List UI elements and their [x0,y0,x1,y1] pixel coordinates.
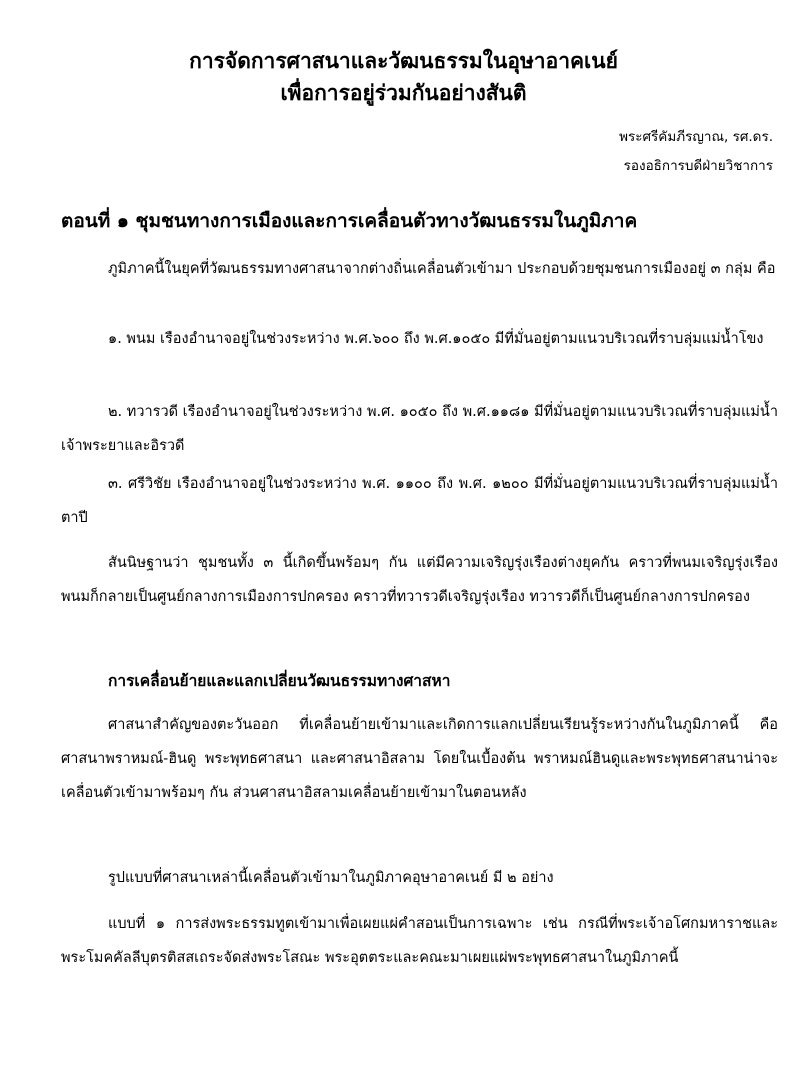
subheading: การเคลื่อนย้ายและแลกเปลี่ยนวัฒนธรรมทางศาสหา [108,672,451,690]
paragraph-item-2: ๒. ทวารวดี เรืองอำนาจอยู่ในช่วงระหว่าง พ.ศ. ๑๐๕๐ ถึง พ.ศ.๑๑๘๑ มีที่มั่นอยู่ตามแนวบริเวณที่ราบลุ่มแม่น้ำเจ้าพระยาและอิรวดี [61,404,778,454]
paragraph-item-1: ๑. พนม เรืองอำนาจอยู่ในช่วงระหว่าง พ.ศ.๖๐๐ ถึง พ.ศ.๑๐๕๐ มีที่มั่นอยู่ตามแนวบริเวณที่ราบลุ่มแม่น้ำโขง [108,331,764,347]
paragraph-item-3: ๓. ศรีวิชัย เรืองอำนาจอยู่ในช่วงระหว่าง พ.ศ. ๑๑๐๐ ถึง พ.ศ. ๑๒๐๐ มีที่มั่นอยู่ตามแนวบริเวณที่ราบลุ่มแม่น้ำตาปี [61,476,778,526]
paragraph-forms: รูปแบบที่ศาสนาเหล่านี้เคลื่อนตัวเข้ามาในภูมิภาคอุษาอาคเนย์ มี ๒ อย่าง [108,870,554,886]
section-heading: ตอนที่ ๑ ชุมชนทางการเมืองและการเคลื่อนตัวทางวัฒนธรรมในภูมิภาค [61,210,638,232]
paragraph-religions: ศาสนาสำคัญของตะวันออก ที่เคลื่อนย้ายเข้ามาและเกิดการแลกเปลี่ยนเรียนรู้ระหว่างกันในภูมิภาคนี้ คือ ศาสนาพราหมณ์-ฮินดู พระพุทธศาสนา และศาสนาอิสลาม โดยในเบื้องต้น พราหมณ์ฮินดูและพระพุทธศาสนาน่าจะเคลื่อนตัวเข้ามาพร้อมๆ กัน ส่วนศาสนาอิสลามเคลื่อนย้ายเข้ามาในตอนหลัง [61,717,778,801]
paragraph-intro: ภูมิภาคนี้ในยุคที่วัฒนธรรมทางศาสนาจากต่างถิ่นเคลื่อนตัวเข้ามา ประกอบด้วยชุมชนการเมืองอยู่ ๓ กลุ่ม คือ [108,261,776,277]
author-position: รองอธิการบดีฝ่ายวิชาการ [623,158,773,174]
document-title-line-2: เพื่อการอยู่ร่วมกันอย่างสันติ [280,81,527,105]
paragraph-form-1: แบบที่ ๑ การส่งพระธรรมทูตเข้ามาเพื่อเผยแผ่คำสอนเป็นการเฉพาะ เช่น กรณีที่พระเจ้าอโศกมหาราชและพระโมคคัลลีบุตรติสสเถระจัดส่งพระโสณะ พระอุตตระและคณะมาเผยแผ่พระพุทธศาสนาในภูมิภาคนี้ [61,916,778,966]
document-title-line-1: การจัดการศาสนาและวัฒนธรรมในอุษาอาคเนย์ [189,49,618,73]
paragraph-assumption: สันนิษฐานว่า ชุมชนทั้ง ๓ นี้เกิดขึ้นพร้อมๆ กัน แต่มีความเจริญรุ่งเรืองต่างยุคกัน คราวที่พนมเจริญรุ่งเรือง พนมก็กลายเป็นศูนย์กลางการเมืองการปกครอง คราวที่ทวารวดีเจริญรุ่งเรือง ทวารวดีก็เป็นศูนย์กลางการปกครอง [61,555,778,605]
author-name: พระศรีคัมภีรญาณ, รศ.ดร. [619,129,773,145]
